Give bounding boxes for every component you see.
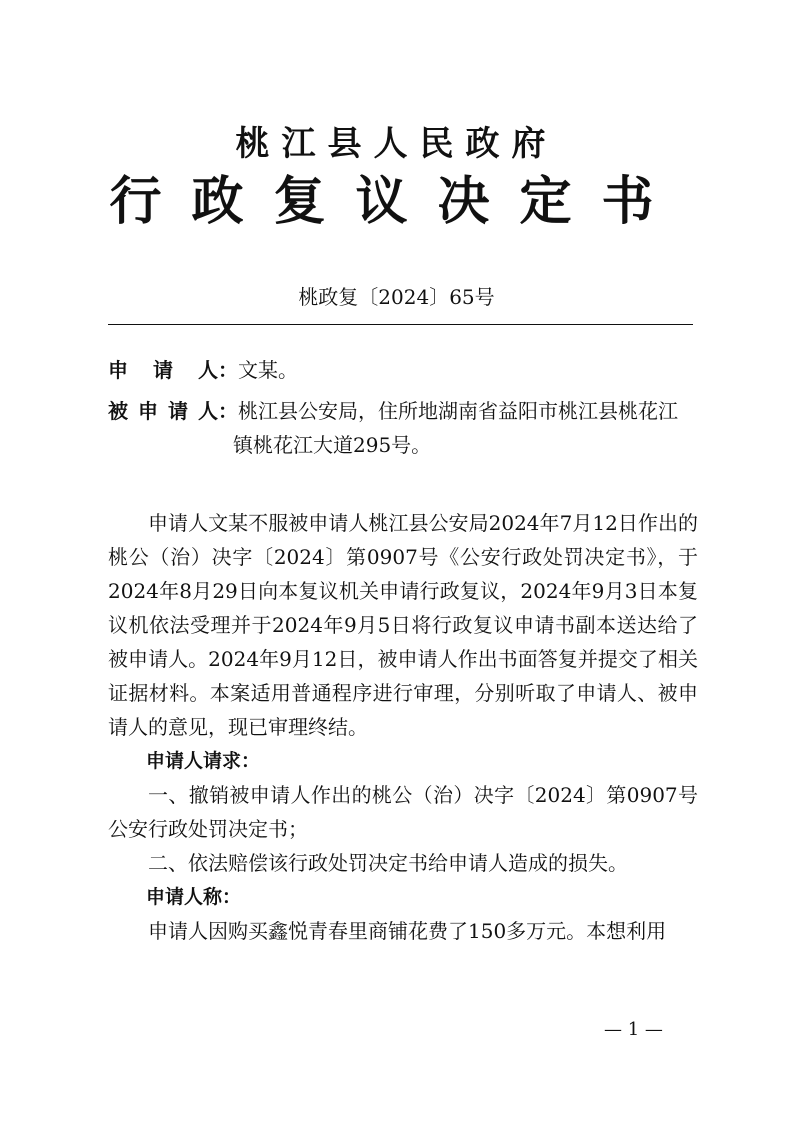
document-number: 桃政复〔2024〕65号 [298,285,495,309]
document-title: 行政复议决定书 [109,172,684,232]
intro-paragraph: 申请人文某不服被申请人桃江县公安局2024年7月12日作出的桃公（治）决字〔2024〕第0907号《公安行政处罚决定书》，于2024年8月29日向本复议机关申请行政复议，2024年9月3日本复议机依法受理并于2024年9月5日将行政复议申请书副本送达给了被申请人。2024年9月12日，被申请人作出书面答复并提交了相关证据材料。本案适用普通程序进行审理，分别听取了申请人、被申请人的意见，现已审理终结。 [108,511,698,739]
applicant-row [108,353,298,387]
document-body [108,506,698,948]
request-heading: 申请人请求： [146,750,261,772]
respondent-value-line2: 镇桃花江大道295号。 [233,433,432,457]
claim-heading: 申请人称： [146,886,242,908]
header-divider [108,324,693,325]
page-number: — 1 — [604,1019,663,1040]
claim-paragraph: 申请人因购买鑫悦青春里商铺花费了150多万元。本想利用 [148,919,667,943]
request-item-1: 一、撤销被申请人作出的桃公（治）决字〔2024〕第0907号公安行政处罚决定书； [108,783,698,841]
respondent-value-line1: 桃江县公安局，住所地湖南省益阳市桃江县桃花江 [238,399,678,423]
respondent-colon: ： [218,399,238,423]
respondent-label: 被申请人 [108,399,218,423]
applicant-colon: ： [218,358,238,382]
respondent-row [108,394,678,428]
request-item-2: 二、依法赔偿该行政处罚决定书给申请人造成的损失。 [148,851,628,875]
applicant-label: 申请人 [108,358,218,382]
applicant-value: 文某。 [238,358,298,382]
organization-title: 桃江县人民政府 [235,124,558,164]
